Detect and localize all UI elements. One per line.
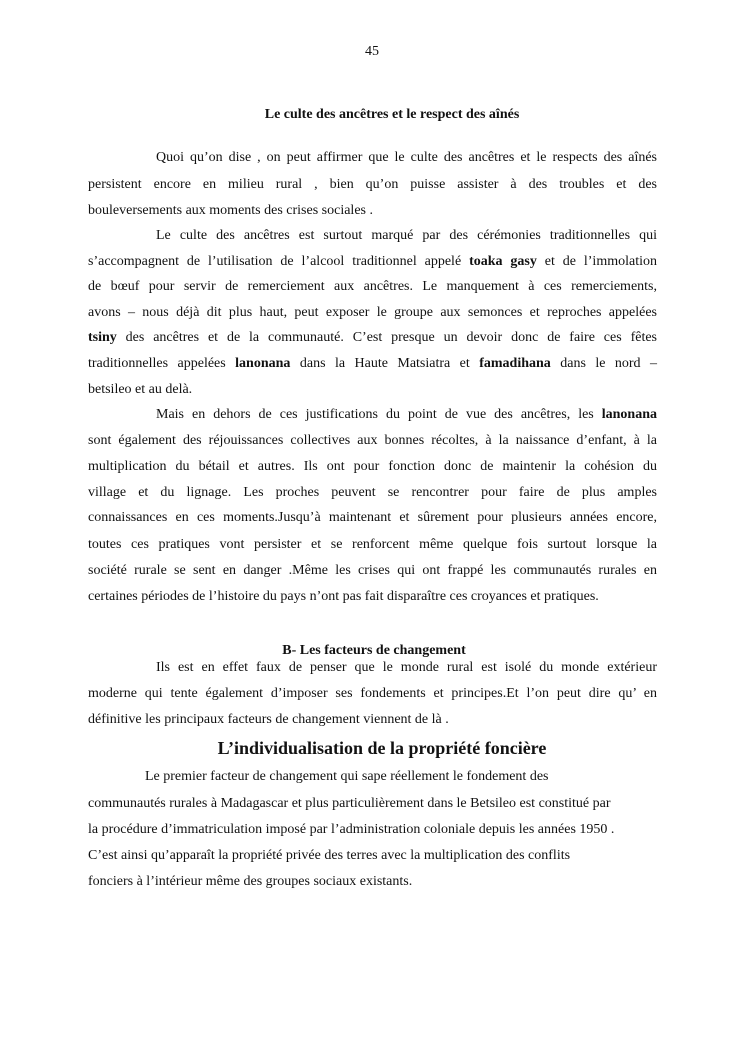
text-segment: définitive les principaux facteurs de changement viennent de là . [88, 712, 449, 727]
text-line [88, 537, 657, 553]
bold-term: lanonana [235, 356, 291, 371]
text-segment: Le premier facteur de changement qui sape réellement le fondement des [145, 769, 549, 784]
bold-term: lanonana [601, 407, 657, 422]
text-line [156, 228, 657, 244]
text-segment: avons – nous déjà dit plus haut, peut exposer le groupe aux semonces et reproches appelées [88, 305, 657, 320]
text-segment: Mais en dehors de ces justifications du point de vue des ancêtres, les [156, 407, 602, 422]
text-segment: toutes ces pratiques vont persister et se renforcent même quelque fois surtout lorsque la [88, 537, 657, 552]
text-line [88, 203, 657, 219]
bold-term: tsiny [88, 330, 117, 345]
text-line [88, 305, 657, 321]
text-line [156, 407, 657, 423]
text-segment: C’est ainsi qu’apparaît la propriété privée des terres avec la multiplication des conflits [88, 848, 571, 863]
section-heading: B- Les facteurs de changement [282, 643, 466, 658]
text-line [88, 177, 657, 193]
text-line [88, 874, 657, 890]
text-line [88, 433, 657, 449]
text-line [88, 589, 657, 605]
text-segment: village et du lignage. Les proches peuvent se rencontrer pour faire de plus amples [88, 485, 657, 500]
text-segment: fonciers à l’intérieur même des groupes sociaux existants. [88, 874, 413, 889]
text-segment: traditionnelles appelées [88, 356, 236, 371]
text-line [88, 848, 657, 864]
text-segment: s’accompagnent de l’utilisation de l’alcool traditionnel appelé [88, 254, 470, 269]
text-segment: moderne qui tente également d’imposer ses fondements et principes.Et l’on peut dire qu’ en [88, 686, 657, 701]
text-segment: dans la Haute Matsiatra et [290, 356, 480, 371]
text-line [88, 254, 657, 270]
text-line [88, 330, 657, 346]
text-line [156, 150, 657, 166]
text-segment: persistent encore en milieu rural , bien qu’on puisse assister à des troubles et des [88, 177, 657, 192]
text-line [88, 712, 657, 728]
text-segment: et de l’immolation [536, 254, 657, 269]
text-segment: dans le nord – [550, 356, 657, 371]
text-segment: société rurale se sent en danger .Même les crises qui ont frappé les communautés rurales en [88, 563, 657, 578]
text-line [88, 510, 657, 526]
text-line [88, 822, 657, 838]
text-line [88, 459, 657, 475]
text-segment: betsileo et au delà. [88, 382, 193, 397]
text-segment: de bœuf pour servir de remerciement aux ancêtres. Le manquement à ces remerciements, [88, 279, 657, 294]
bold-term: toaka gasy [469, 254, 537, 269]
text-segment: Le culte des ancêtres est surtout marqué par des cérémonies traditionnelles qui [156, 228, 657, 243]
page-number: 45 [365, 44, 379, 59]
text-segment: la procédure d’immatriculation imposé par l’administration coloniale depuis les années 1950 . [88, 822, 615, 837]
text-line [88, 279, 657, 295]
text-segment: certaines périodes de l’histoire du pays n’ont pas fait disparaître ces croyances et pratiques. [88, 589, 599, 604]
text-segment: des ancêtres et de la communauté. C’est presque un devoir donc de faire ces fêtes [116, 330, 657, 345]
text-line [88, 485, 657, 501]
section-heading: L’individualisation de la propriété foncière [217, 738, 547, 758]
text-line [88, 563, 657, 579]
bold-term: famadihana [479, 356, 551, 371]
section-heading: Le culte des ancêtres et le respect des aînés [264, 107, 520, 122]
text-line [88, 796, 657, 812]
text-segment: multiplication du bétail et autres. Ils ont pour fonction donc de maintenir la cohésion du [88, 459, 657, 474]
text-segment: connaissances en ces moments.Jusqu’à maintenant et sûrement pour plusieurs années encore, [88, 510, 657, 525]
text-segment: communautés rurales à Madagascar et plus particulièrement dans le Betsileo est constitué par [88, 796, 611, 811]
text-line [156, 660, 657, 676]
text-segment: Ils est en effet faux de penser que le monde rural est isolé du monde extérieur [156, 660, 657, 675]
text-line [88, 356, 657, 372]
text-segment: sont également des réjouissances collectives aux bonnes récoltes, à la naissance d’enfant, à la [88, 433, 657, 448]
text-segment: bouleversements aux moments des crises sociales . [88, 203, 373, 218]
text-line [88, 382, 657, 398]
text-line [88, 686, 657, 702]
text-line [145, 769, 657, 785]
text-segment: Quoi qu’on dise , on peut affirmer que le culte des ancêtres et le respects des aînés [156, 150, 657, 165]
